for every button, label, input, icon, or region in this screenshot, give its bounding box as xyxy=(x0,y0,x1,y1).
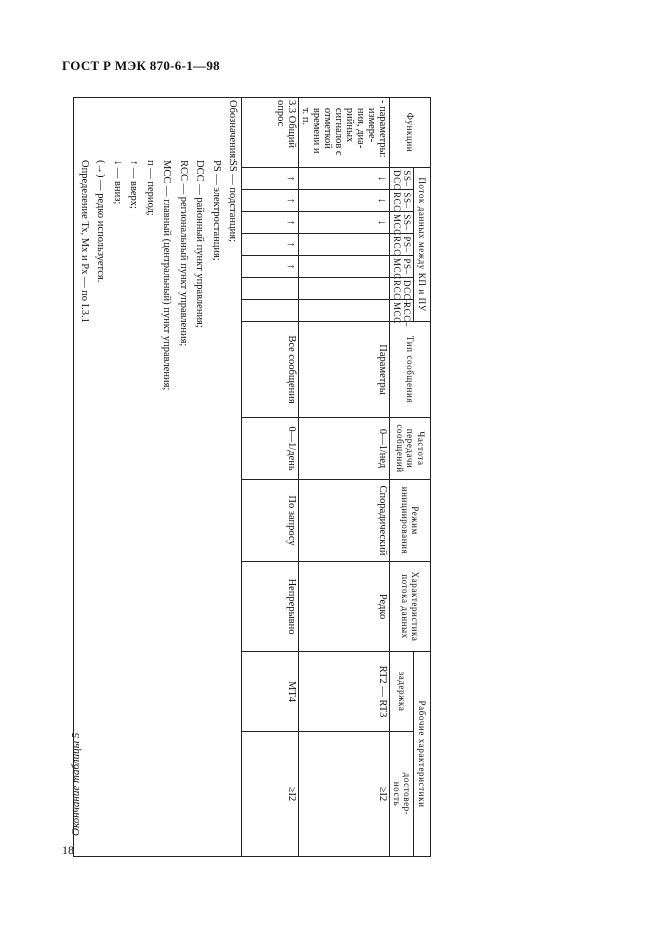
header-ss-rcc: SS– RCC xyxy=(390,190,414,212)
header-ps-mcc: PS– MCC xyxy=(390,256,414,278)
flow-arrow: ↓ xyxy=(299,190,390,212)
legend-item: (→) — редко используется. xyxy=(95,160,107,283)
rotated-table-frame xyxy=(78,97,431,836)
legend-item: ↑ — вверх; xyxy=(128,160,140,209)
header-init-mode: Режим инициирования xyxy=(390,480,431,562)
legend-item: п — период; xyxy=(144,160,156,216)
header-dcc-rcc: DCC– RCC xyxy=(390,278,414,300)
reliability-cell: ≥I2 xyxy=(242,732,299,857)
header-performance: Рабочие характеристики xyxy=(414,652,431,857)
header-reliability: достовер- ность xyxy=(390,732,414,857)
header-data-flow: Поток данных между КП и ПУ xyxy=(414,168,431,322)
flow-arrow: ↑ xyxy=(242,234,299,256)
function-cell: - параметры: измере- ния, диа- рийных сигналов с отметкой времени и т. п. xyxy=(299,98,390,168)
header-message-type: Тип сообщения xyxy=(390,322,431,418)
flow-arrow: ↓ xyxy=(299,212,390,234)
reliability-cell: ≥I2 xyxy=(299,732,390,857)
flow-arrow xyxy=(299,278,390,300)
header-flow-char: Характеристика потока данных xyxy=(390,562,431,652)
legend-item: SS — подстанция; xyxy=(227,160,239,242)
legend-label: Обозначения: xyxy=(227,100,239,162)
document-header: ГОСТ Р МЭК 870-6-1—98 xyxy=(62,58,220,73)
table-caption: Окончание таблицы 5 xyxy=(70,732,82,836)
delay-cell: RT2 — RT3 xyxy=(299,652,390,732)
flow-arrow xyxy=(299,300,390,322)
flow-char-cell: Непрерывно xyxy=(242,562,299,652)
data-flow-table xyxy=(73,97,431,857)
flow-arrow xyxy=(242,278,299,300)
message-type-cell: Все сообщения xyxy=(242,322,299,418)
legend-item: ↓ — вниз; xyxy=(111,160,123,205)
table-row xyxy=(242,98,299,857)
legend-item: Определение Тх, Мх и Рх — по I.3.1 xyxy=(78,160,90,323)
legend-block xyxy=(74,98,242,857)
flow-arrow: ↑ xyxy=(242,190,299,212)
flow-arrow: ↓ xyxy=(299,168,390,190)
legend-item: PS — электростанция; xyxy=(210,160,222,261)
header-ss-mcc: SS– MCC xyxy=(390,212,414,234)
flow-arrow xyxy=(242,300,299,322)
message-type-cell: Параметры xyxy=(299,322,390,418)
header-delay: задержка xyxy=(390,652,414,732)
legend-item: MCC — главный (центральный) пункт управления; xyxy=(161,160,173,391)
flow-arrow: ↑ xyxy=(242,256,299,278)
header-ss-dcc: SS– DCC xyxy=(390,168,414,190)
legend-item: DCC — районный пункт управления; xyxy=(194,160,206,328)
flow-arrow: ↑ xyxy=(242,212,299,234)
function-cell: 3.3 Общий опрос xyxy=(242,98,299,168)
frequency-cell: 0—1/нед xyxy=(299,418,390,480)
flow-arrow xyxy=(299,234,390,256)
init-mode-cell: Спорадический xyxy=(299,480,390,562)
header-frequency: Частота передачи сообщений xyxy=(390,418,431,480)
table-row xyxy=(299,98,390,857)
flow-arrow: ↑ xyxy=(242,168,299,190)
init-mode-cell: По запросу xyxy=(242,480,299,562)
header-ps-rcc: PS– RCC xyxy=(390,234,414,256)
header-function: Функции xyxy=(390,98,431,168)
flow-arrow xyxy=(299,256,390,278)
page-number: 18 xyxy=(62,843,74,857)
legend-item: RCC — региональный пункт управления; xyxy=(177,160,189,347)
header-rcc-mcc: RCC– MCC xyxy=(390,300,414,322)
frequency-cell: 0—1/день xyxy=(242,418,299,480)
flow-char-cell: Редко xyxy=(299,562,390,652)
delay-cell: MT4 xyxy=(242,652,299,732)
